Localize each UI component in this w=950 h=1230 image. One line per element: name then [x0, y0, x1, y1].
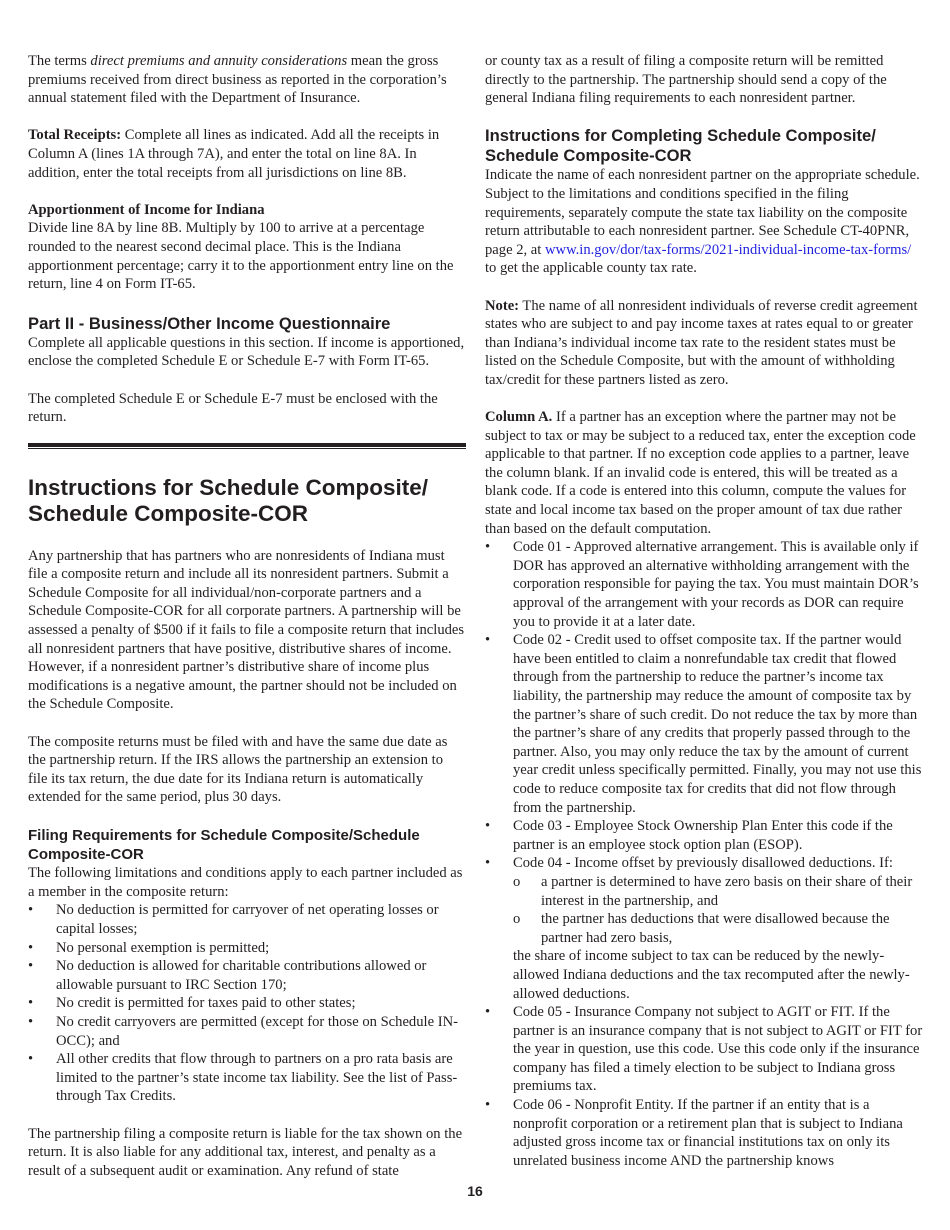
bullet-icon: •: [485, 632, 491, 649]
list-item: [28, 901, 466, 938]
main-section-heading: Instructions for Schedule Composite/ Schedule Composite-COR: [28, 474, 429, 526]
list-item: [485, 538, 925, 631]
left-column: [28, 52, 466, 1180]
text-span: The name of all nonresident individuals of reverse credit agreement states who are subject to and pay income taxes at rates equal to or greater than Indiana’s individual income tax rate to the resident states must be listed on the Schedule Composite, but with the amount of withholding tax/credit for these partners listed as zero.: [485, 297, 918, 388]
list-item-text: Code 06 - Nonprofit Entity. If the partner if an entity that is a nonprofit corporation or a retirement plan that is subject to Indiana adjusted gross income tax or financial institutions tax on only its unrelated business income AND the partnership knows: [513, 1097, 903, 1169]
text-span: If a partner has an exception where the partner may not be subject to tax or may be subject to a reduced tax, enter the exception code applicable to that partner. If no exception code applies to a partner, leave the column blank. If an invalid code is entered, this will be treated as a blank code. If a code is entered into this column, compute the values for state and local income tax based on the proper amount of tax due rather than based on the default computation.: [485, 409, 916, 537]
filing-requirements-list: [28, 901, 466, 1106]
list-item-text: No personal exemption is permitted;: [56, 939, 270, 956]
list-item-text: a partner is determined to have zero basis on their share of their interest in the partnership, and: [541, 873, 913, 909]
apportionment-heading: Apportionment of Income for Indiana: [28, 201, 265, 218]
due-date-paragraph: The composite returns must be filed with and have the same due date as the partnership return. If the IRS allows the partnership an extension to file its tax return, the due date for its Indiana return is automatically extended for the same period, plus 30 days.: [28, 733, 448, 806]
list-item-text: Code 02 - Credit used to offset composite tax. If the partner would have been entitled to claim a nonrefundable tax credit that flowed through from the partnership to reduce the partner’s income tax liability, the partnership may reduce the amount of composite tax by the partner’s share of such credit. Do not reduce the tax by more than the partner’s share of any credits that properly passed through to the partner. Also, you may only reduce the tax by the amount of current year credit unless specifically permitted. Finally, you may not use this code to reduce composite tax for credits that did not flow through from the partnership.: [513, 632, 922, 816]
bullet-icon: •: [485, 1097, 491, 1114]
list-item-text: No credit carryovers are permitted (except for those on Schedule IN-OCC); and: [56, 1013, 458, 1049]
list-item: [485, 1003, 925, 1096]
text-span: Complete all lines as indicated. Add all the receipts in Column A (lines 1A through 7A), and enter the total on line 8A. In addition, enter the total receipts from all jurisdictions on line 8B.: [28, 127, 440, 181]
sub-list-item: [513, 910, 925, 947]
text-span: mean the gross premiums received from direct business as reported in the corporation’s annual statement filed with the Department of Insurance.: [28, 53, 447, 107]
direct-premiums-paragraph: [28, 52, 466, 108]
list-item-text: No deduction is allowed for charitable contributions allowed or allowable pursuant to IRC Section 170;: [56, 958, 427, 993]
bullet-icon: •: [28, 939, 34, 956]
page-number: 16: [467, 1183, 483, 1199]
text-span: to get the applicable county tax rate.: [485, 260, 697, 277]
list-item-text: Code 03 - Employee Stock Ownership Plan Enter this code if the partner is an employee stock option plan (ESOP).: [513, 818, 893, 853]
list-item-text: No credit is permitted for taxes paid to other states;: [56, 995, 356, 1012]
circle-bullet-icon: o: [513, 873, 521, 890]
list-item: [28, 1013, 466, 1050]
part2-paragraph-1: Complete all applicable questions in this section. If income is apportioned, enclose the completed Schedule E or Schedule E-7 with Form IT-65.: [28, 334, 465, 370]
bullet-icon: •: [28, 1051, 34, 1068]
bold-label: Note:: [485, 297, 520, 314]
list-item: [28, 994, 466, 1013]
list-item-text: the partner has deductions that were disallowed because the partner had zero basis,: [541, 911, 890, 946]
sub-list: [513, 873, 925, 947]
italic-term: direct premiums and annuity considerations: [90, 53, 348, 69]
continuation-paragraph: or county tax as a result of filing a composite return will be remitted directly to the partnership. The partnership should send a copy of the general Indiana filing requirements to each nonresident partner.: [485, 53, 887, 107]
bullet-icon: •: [28, 995, 34, 1012]
tax-forms-link[interactable]: www.in.gov/dor/tax-forms/2021-individual-income-tax-forms/: [544, 241, 912, 258]
list-item: [28, 939, 466, 958]
list-item: [485, 631, 925, 817]
completing-paragraph: [485, 166, 925, 278]
sub-list-item: [513, 873, 925, 910]
bullet-icon: •: [28, 958, 34, 975]
right-column: [485, 52, 925, 1170]
composite-intro-paragraph: Any partnership that has partners who are nonresidents of Indiana must file a composite return and include all its nonresident partners. Submit a Schedule Composite for all individual/non-corporate partners and a Schedule Composite-COR for all corporate partners. A partnership will be assessed a penalty of $500 if it fails to file a composite return that includes all nonresident partners that have positive, distributive shares of income. However, if a nonresident partner’s distributive share of income plus modifications is a negative amount, the partner should not be included on the Schedule Composite.: [28, 547, 465, 713]
list-item-text: No deduction is permitted for carryover of net operating losses or capital losses;: [56, 902, 439, 937]
bullet-icon: •: [28, 902, 34, 919]
bullet-icon: •: [28, 1013, 34, 1030]
liability-paragraph: The partnership filing a composite return is liable for the tax shown on the return. It is also liable for any additional tax, interest, and penalty as a result of a subsequent audit or examination. Any refund of state: [28, 1125, 463, 1179]
bullet-icon: •: [485, 1004, 491, 1021]
list-item-text: Code 04 - Income offset by previously disallowed deductions. If:: [513, 855, 893, 872]
list-item-text: Code 05 - Insurance Company not subject to AGIT or FIT. If the partner is an insurance company that is not subject to AGIT or FIT for the year in question, use this code. Use this code only if the insurance company has filed a timely election to be subject to Indiana gross premiums tax.: [513, 1004, 923, 1095]
note-paragraph: [485, 297, 925, 390]
list-item: [485, 817, 925, 854]
circle-bullet-icon: o: [513, 911, 521, 928]
column-a-paragraph: [485, 408, 925, 538]
total-receipts-paragraph: [28, 126, 466, 182]
filing-requirements-heading: Filing Requirements for Schedule Composite/Schedule Composite-COR: [28, 827, 420, 863]
part2-heading: Part II - Business/Other Income Questionnaire: [28, 313, 391, 333]
text-span: Indicate the name of each nonresident partner on the appropriate schedule. Subject to the limitations and conditions specified in the filing requirements, separately compute the state tax liability on the composite return attributable to each nonresident partner. See Schedule CT-40PNR, page 2, at: [485, 167, 920, 258]
exception-codes-list: [485, 538, 925, 1170]
text-span: The terms: [28, 53, 91, 69]
list-item: [485, 1096, 925, 1170]
part2-paragraph-2: The completed Schedule E or Schedule E-7 must be enclosed with the return.: [28, 390, 438, 426]
bold-label: Total Receipts:: [28, 127, 122, 144]
apportionment-paragraph: Divide line 8A by line 8B. Multiply by 100 to arrive at a percentage rounded to the nearest second decimal place. This is the Indiana apportionment percentage; carry it to the apportionment entry line on the return, line 4 on Form IT-65.: [28, 220, 454, 293]
list-item-text: Code 01 - Approved alternative arrangement. This is available only if DOR has approved an alternative withholding arrangement with the corporation responsible for paying the tax. You must maintain DOR’s approval of the arrangement with your records as DOR can require you to provide it at a later date.: [513, 539, 919, 630]
bullet-icon: •: [485, 818, 491, 835]
filing-intro: The following limitations and conditions apply to each partner included as a member in the composite return:: [28, 865, 463, 900]
bold-label: Column A.: [485, 409, 553, 426]
bullet-icon: •: [485, 539, 491, 556]
completing-heading: Instructions for Completing Schedule Composite/ Schedule Composite-COR: [485, 126, 876, 166]
list-item-text: All other credits that flow through to partners on a pro rata basis are limited to the partner’s state income tax liability. See the list of Pass-through Tax Credits.: [56, 1051, 458, 1105]
bullet-icon: •: [485, 855, 491, 872]
list-item-continuation: the share of income subject to tax can be reduced by the newly-allowed Indiana deductions and the tax recomputed after the newly-allowed deductions.: [513, 948, 910, 1002]
list-item: [485, 854, 925, 1003]
list-item: [28, 1050, 466, 1106]
list-item: [28, 957, 466, 994]
